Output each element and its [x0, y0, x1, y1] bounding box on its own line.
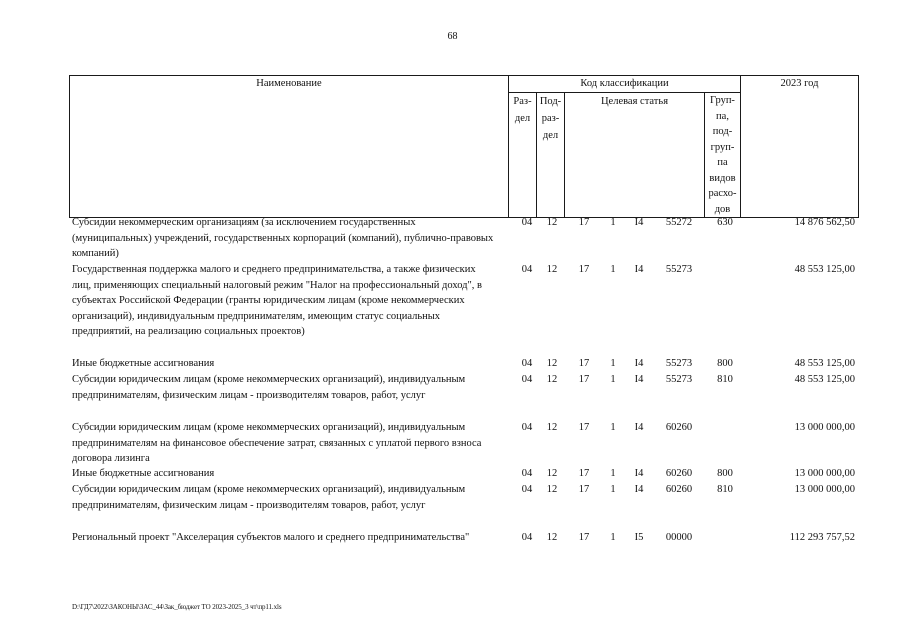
row-name: Государственная поддержка малого и среднего предпринимательства, а также физических лиц, применяющих специальный налоговый режим "Налог на профессиональный доход", в субъектах Российской Федерации (гранты юридическим лицам (кроме некоммерческих организаций), индивидуальным предпринимателям, имеющим статус социальных предприятий, на реализацию социальных проектов): [72, 264, 483, 337]
row-article-1: 17: [578, 374, 590, 385]
row-vid: 800: [717, 468, 733, 479]
row-article-3: I5: [634, 532, 644, 543]
row-podrazdel: 12: [546, 358, 558, 369]
row-article-2: 1: [610, 358, 616, 369]
header-code-group: Код классификации: [509, 76, 741, 93]
row-article-1: 17: [578, 358, 590, 369]
row-amount: 48 553 125,00: [794, 264, 855, 275]
row-podrazdel: 12: [546, 468, 558, 479]
row-podrazdel: 12: [546, 422, 558, 433]
row-article-1: 17: [578, 264, 590, 275]
row-razdel: 04: [521, 374, 533, 385]
row-amount: 13 000 000,00: [794, 484, 855, 495]
header-podrazdel: Под- раз- дел: [537, 93, 565, 218]
header-year: 2023 год: [741, 76, 859, 218]
row-name: Субсидии юридическим лицам (кроме некоммерческих организаций), индивидуальным предпринимателям, физическим лицам - производителям товаров, работ, услуг: [72, 484, 466, 511]
row-article-2: 1: [610, 264, 616, 275]
row-article-4: 55273: [665, 264, 693, 275]
row-article-1: 17: [578, 532, 590, 543]
row-article-4: 55273: [665, 358, 693, 369]
row-article-3: I4: [634, 484, 644, 495]
row-article-4: 60260: [665, 468, 693, 479]
row-razdel: 04: [521, 217, 533, 228]
row-razdel: 04: [521, 422, 533, 433]
row-razdel: 04: [521, 358, 533, 369]
row-name: Субсидии некоммерческим организациям (за исключением государственных (муниципальных) учреждений, государственных корпораций (компаний), публично-правовых компаний): [72, 217, 494, 259]
row-article-2: 1: [610, 422, 616, 433]
row-razdel: 04: [521, 532, 533, 543]
header-razdel: Раз- дел: [509, 93, 537, 218]
row-article-1: 17: [578, 422, 590, 433]
row-article-1: 17: [578, 484, 590, 495]
row-podrazdel: 12: [546, 484, 558, 495]
table-header: [69, 75, 859, 218]
header-name: Наименование: [70, 76, 509, 218]
row-article-4: 55272: [665, 217, 693, 228]
row-amount: 13 000 000,00: [794, 422, 855, 433]
row-name: Региональный проект "Акселерация субъектов малого и среднего предпринимательства": [72, 532, 470, 543]
footer-file-path: D:\ГД7\2022\ЗАКОНЫ\ЗАС_44\Зак_бюджет ТО 2023-2025_3 чт\пр11.xls: [72, 603, 282, 611]
row-article-2: 1: [610, 484, 616, 495]
row-amount: 48 553 125,00: [794, 358, 855, 369]
row-razdel: 04: [521, 264, 533, 275]
row-article-3: I4: [634, 217, 644, 228]
row-article-4: 60260: [665, 484, 693, 495]
row-podrazdel: 12: [546, 374, 558, 385]
row-article-2: 1: [610, 468, 616, 479]
row-article-1: 17: [578, 468, 590, 479]
header-vid: Груп- па, под- груп- па видов расхо- дов: [705, 93, 741, 218]
row-article-4: 60260: [665, 422, 693, 433]
page-number: 68: [447, 31, 458, 42]
row-article-1: 17: [578, 217, 590, 228]
row-article-3: I4: [634, 468, 644, 479]
row-article-4: 55273: [665, 374, 693, 385]
row-amount: 48 553 125,00: [794, 374, 855, 385]
header-target-article: Целевая статья: [565, 93, 705, 218]
row-name: Субсидии юридическим лицам (кроме некоммерческих организаций), индивидуальным предпринимателям на финансовое обеспечение затрат, связанных с уплатой первого взноса договора лизинга: [72, 422, 482, 464]
row-razdel: 04: [521, 468, 533, 479]
row-article-2: 1: [610, 532, 616, 543]
row-amount: 13 000 000,00: [794, 468, 855, 479]
row-podrazdel: 12: [546, 532, 558, 543]
row-name: Иные бюджетные ассигнования: [72, 358, 215, 369]
row-article-3: I4: [634, 358, 644, 369]
row-podrazdel: 12: [546, 217, 558, 228]
row-name: Иные бюджетные ассигнования: [72, 468, 215, 479]
row-name: Субсидии юридическим лицам (кроме некоммерческих организаций), индивидуальным предпринимателям, физическим лицам - производителям товаров, работ, услуг: [72, 374, 466, 401]
row-vid: 630: [717, 217, 733, 228]
row-vid: 810: [717, 484, 733, 495]
row-article-4: 00000: [665, 532, 693, 543]
row-article-2: 1: [610, 217, 616, 228]
row-article-3: I4: [634, 422, 644, 433]
row-article-2: 1: [610, 374, 616, 385]
row-amount: 14 876 562,50: [794, 217, 855, 228]
row-podrazdel: 12: [546, 264, 558, 275]
row-vid: 800: [717, 358, 733, 369]
row-article-3: I4: [634, 374, 644, 385]
row-amount: 112 293 757,52: [789, 532, 855, 543]
row-razdel: 04: [521, 484, 533, 495]
row-article-3: I4: [634, 264, 644, 275]
row-vid: 810: [717, 374, 733, 385]
